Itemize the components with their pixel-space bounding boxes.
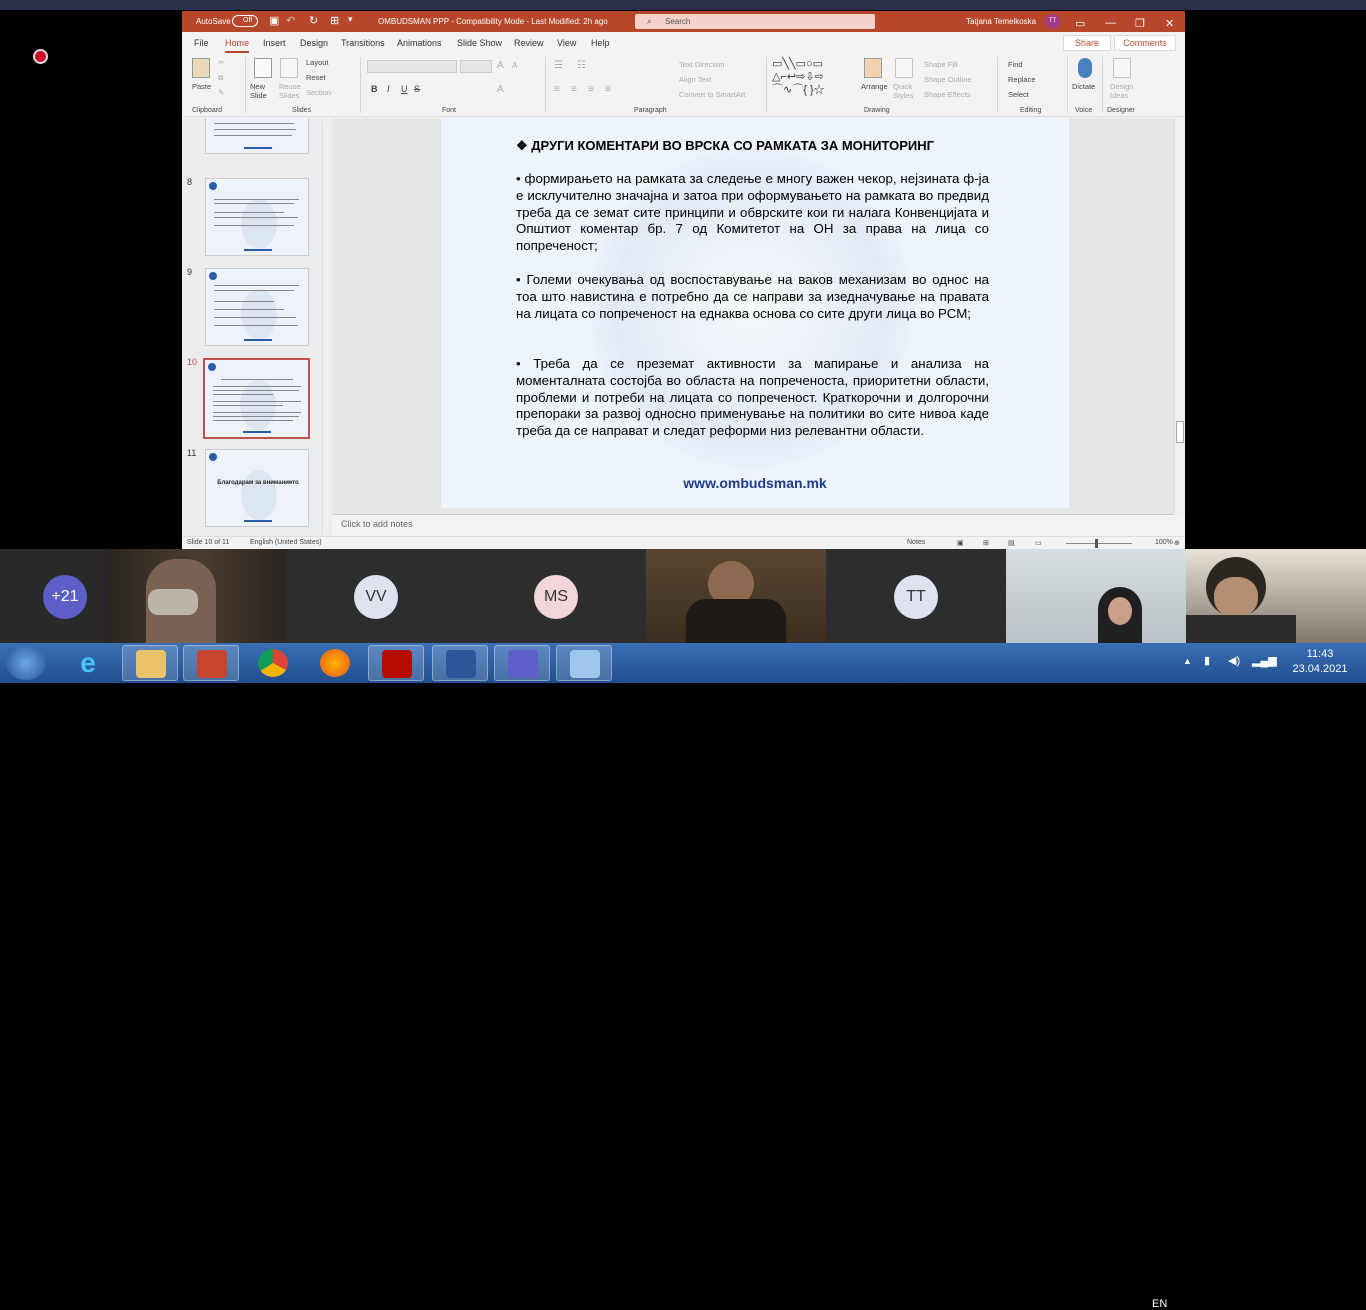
italic-button[interactable]: I xyxy=(387,84,390,94)
tab-insert[interactable]: Insert xyxy=(263,38,286,48)
share-button[interactable] xyxy=(1063,35,1111,51)
avatar[interactable]: TT xyxy=(1045,14,1060,29)
slide-counter: Slide 10 of 11 xyxy=(187,539,230,546)
tab-design[interactable]: Design xyxy=(300,38,329,48)
bullet-paragraph-2: • Големи очекувања од воспоставување на ваков механизам во однос на тоа што навистина е потребно да се направи за изедначување на правата на лицата со попреченост на еднаква основа со сите други лица во РСМ; xyxy=(516,272,989,321)
participant-video[interactable] xyxy=(1006,549,1186,643)
slide-number: 8 xyxy=(187,177,193,187)
customize-icon[interactable]: ▾ xyxy=(348,14,353,24)
logo-icon xyxy=(209,182,217,190)
tab-file[interactable]: File xyxy=(194,38,209,48)
divider xyxy=(245,57,246,113)
text-line xyxy=(213,405,283,406)
text-line xyxy=(214,129,296,130)
font-name-box[interactable] xyxy=(367,60,457,73)
replace-button[interactable]: Replace xyxy=(1008,75,1036,84)
url-line xyxy=(243,431,271,433)
voice-group-label: Voice xyxy=(1075,107,1093,114)
comments-label: Comments xyxy=(1123,38,1167,48)
minimize-icon[interactable]: — xyxy=(1105,17,1116,29)
design-ideas-label[interactable]: Design Ideas xyxy=(1110,82,1134,100)
slide-sorter-icon[interactable]: ⊞ xyxy=(983,540,989,547)
text-line xyxy=(213,394,273,395)
text-line xyxy=(221,379,293,380)
align-center-icon[interactable]: ≡ xyxy=(571,84,577,95)
text-line xyxy=(214,317,296,318)
slide-thumbnail[interactable] xyxy=(205,268,309,346)
editing-group-label: Editing xyxy=(1020,107,1042,114)
font-color-icon[interactable]: A xyxy=(497,84,504,95)
participant-face xyxy=(1214,577,1258,617)
acrobat-icon[interactable] xyxy=(368,645,424,681)
slide-thumbnail[interactable] xyxy=(205,178,309,256)
normal-view-icon[interactable]: ▣ xyxy=(957,540,964,547)
reuse-slides-icon[interactable] xyxy=(280,58,298,78)
autosave-toggle[interactable] xyxy=(232,15,258,27)
text-line xyxy=(214,301,274,302)
text-line xyxy=(214,217,298,218)
align-text-button[interactable]: Align Text xyxy=(679,75,712,84)
cut-icon[interactable]: ✂ xyxy=(218,58,225,67)
file-explorer-icon[interactable] xyxy=(122,645,178,681)
present-icon[interactable]: ⊞ xyxy=(330,15,340,27)
search-icon: ⌕ xyxy=(647,16,653,26)
slides-group-label: Slides xyxy=(292,107,312,114)
text-direction-button[interactable]: Text Direction xyxy=(679,60,725,69)
logo-icon xyxy=(209,453,217,461)
word-icon[interactable] xyxy=(432,645,488,681)
dictate-label[interactable]: Dictate xyxy=(1072,82,1096,91)
underline-button[interactable]: U xyxy=(401,84,408,94)
new-slide-label[interactable]: New Slide xyxy=(250,82,267,100)
slideshow-icon[interactable]: ▭ xyxy=(1035,540,1042,547)
powerpoint-window xyxy=(182,11,1185,549)
text-line xyxy=(213,416,299,417)
layout-button[interactable]: Layout xyxy=(306,58,329,67)
copy-icon[interactable]: ⧉ xyxy=(218,73,224,82)
numbering-icon[interactable]: ☷ xyxy=(577,60,586,71)
format-painter-icon[interactable]: ✎ xyxy=(218,88,225,97)
participant-video[interactable] xyxy=(646,549,826,643)
participant-tile[interactable] xyxy=(0,549,106,643)
undo-icon[interactable]: ↶ xyxy=(286,15,296,27)
search-placeholder: Search xyxy=(665,17,691,26)
divider xyxy=(766,57,767,113)
paragraph-group-label: Paragraph xyxy=(634,107,667,114)
text-line xyxy=(214,309,284,310)
tab-home[interactable]: Home xyxy=(225,38,249,53)
text-line xyxy=(213,412,301,413)
logo-icon xyxy=(208,363,216,371)
divider xyxy=(1067,57,1068,113)
teams-icon[interactable] xyxy=(494,645,550,681)
paint-icon[interactable] xyxy=(556,645,612,681)
reuse-slides-label[interactable]: Reuse Slides xyxy=(279,82,301,100)
participant-video[interactable] xyxy=(106,549,286,643)
start-button-icon[interactable] xyxy=(6,646,46,680)
top-strip xyxy=(0,0,1366,10)
slide-thumbnail[interactable] xyxy=(205,449,309,527)
participant-face xyxy=(1108,597,1132,625)
slide[interactable] xyxy=(441,118,1069,508)
align-right-icon[interactable]: ≡ xyxy=(588,84,594,95)
zoom-level[interactable]: 100% xyxy=(1155,539,1173,546)
section-button[interactable]: Section xyxy=(306,88,332,97)
face-mask xyxy=(148,589,198,615)
save-icon[interactable]: ▣ xyxy=(269,15,280,27)
user-name: Tatjana Temelkoska xyxy=(966,17,1037,26)
text-line xyxy=(214,135,292,136)
text-line xyxy=(214,123,294,124)
ribbon-tabs xyxy=(182,32,1185,54)
quick-styles-label[interactable]: Quick Styles xyxy=(893,82,914,100)
clock-time: 11:43 xyxy=(1306,648,1334,660)
paste-icon[interactable] xyxy=(192,58,210,78)
text-line xyxy=(214,290,294,291)
tab-help[interactable]: Help xyxy=(591,38,610,48)
drawing-group-label: Drawing xyxy=(864,107,890,114)
text-line xyxy=(213,401,301,402)
quick-styles-icon[interactable] xyxy=(895,58,913,78)
watermark xyxy=(241,289,277,339)
shrink-font-button[interactable]: A xyxy=(512,61,518,70)
tab-slide-show[interactable]: Slide Show xyxy=(457,38,503,48)
search-box[interactable] xyxy=(635,14,875,29)
text-line xyxy=(213,390,299,391)
arrange-icon[interactable] xyxy=(864,58,882,78)
chrome-icon[interactable] xyxy=(245,645,301,681)
participant-initials: MS xyxy=(534,575,578,619)
strikethrough-button[interactable]: S xyxy=(414,84,421,94)
justify-icon[interactable]: ≡ xyxy=(605,84,611,95)
thumbnail-scrollbar[interactable] xyxy=(322,121,330,535)
watermark xyxy=(241,470,277,520)
autosave-label: AutoSave xyxy=(196,17,231,26)
notes-placeholder: Click to add notes xyxy=(341,519,413,529)
bullet-paragraph-3: • Треба да се преземат активности за мапирање и анализа на моменталната состојба во областа на попреченоста, приоритетни области, проблеми и потреби на лицата со попреченост. Краткорочни и долгорочни препораки за развој односно применување на политики во сите нивоа каде треба да се направат и следат реформи низ релевантни области. xyxy=(516,356,989,439)
grow-font-button[interactable]: A xyxy=(497,60,504,71)
text-line xyxy=(213,386,301,387)
arrange-label[interactable]: Arrange xyxy=(861,82,888,91)
participant-figure xyxy=(686,599,786,643)
fit-slide-icon[interactable]: ⊕ xyxy=(1174,540,1180,547)
divider xyxy=(997,57,998,113)
text-line xyxy=(214,212,284,213)
microphone-icon[interactable] xyxy=(1078,58,1092,78)
more-participants-badge[interactable]: +21 xyxy=(43,575,87,619)
align-left-icon[interactable]: ≡ xyxy=(554,84,560,95)
slide-canvas xyxy=(332,118,1174,514)
designer-group-label: Designer xyxy=(1107,107,1136,114)
slide-scrollbar[interactable] xyxy=(1174,118,1185,514)
participant-figure xyxy=(1186,615,1296,643)
text-line xyxy=(214,199,299,200)
restore-icon[interactable]: ❐ xyxy=(1135,18,1145,30)
logo-icon xyxy=(209,272,217,280)
tab-review[interactable]: Review xyxy=(514,38,544,48)
shape-outline-button[interactable]: Shape Outline xyxy=(924,75,972,84)
notes-button[interactable]: Notes xyxy=(907,539,926,546)
divider xyxy=(1102,57,1103,113)
ribbon-display-icon[interactable]: ▭ xyxy=(1075,18,1086,30)
tab-transitions[interactable]: Transitions xyxy=(341,38,385,48)
close-icon[interactable]: ✕ xyxy=(1165,18,1175,30)
language-indicator[interactable]: EN xyxy=(1152,1298,1168,1310)
bullet-paragraph-1: • формирањето на рамката за следење е многу важен чекор, нејзината ф-ја е исклучително значајна и затоа при оформувањето на рамката во предвид треба да се земат сите принципи и обврските кои ги налага Конвенцијата и Општиот коментар бр. 7 од Комитетот на ОН за права на лица со попреченост; xyxy=(516,171,989,254)
network-icon[interactable]: ▂▄▆ xyxy=(1252,655,1277,667)
text-line xyxy=(214,285,299,286)
internet-explorer-icon[interactable]: e xyxy=(80,647,96,678)
show-hidden-icons-icon[interactable]: ▲ xyxy=(1183,656,1192,666)
notes-pane[interactable] xyxy=(332,514,1174,538)
font-group-label: Font xyxy=(442,107,457,114)
firefox-icon[interactable] xyxy=(307,645,363,681)
new-slide-icon[interactable] xyxy=(254,58,272,78)
autosave-state: Off xyxy=(243,17,253,24)
url-line xyxy=(244,520,272,522)
zoom-slider[interactable] xyxy=(1066,543,1132,544)
participant-video[interactable] xyxy=(1186,549,1366,643)
smartart-button[interactable]: Convert to SmartArt xyxy=(679,90,746,99)
presentation-app-icon[interactable] xyxy=(183,645,239,681)
slide-number: 11 xyxy=(187,448,197,458)
comments-button[interactable] xyxy=(1114,35,1176,51)
participant-tile[interactable] xyxy=(286,549,466,643)
slide-thumbnail-selected[interactable] xyxy=(203,358,310,439)
clipboard-group-label: Clipboard xyxy=(192,107,222,114)
video-strip xyxy=(0,549,1366,643)
ribbon xyxy=(182,54,1185,117)
participant-initials: VV xyxy=(354,575,398,619)
shape-fill-button[interactable]: Shape Fill xyxy=(924,60,958,69)
text-line xyxy=(214,225,294,226)
text-line xyxy=(213,420,293,421)
participant-tile[interactable] xyxy=(826,549,1006,643)
participant-tile[interactable] xyxy=(466,549,646,643)
slide-thumbnail[interactable] xyxy=(205,118,309,154)
divider xyxy=(545,57,546,113)
thumbnail-title: Благодарам за вниманието xyxy=(217,480,299,486)
design-ideas-icon[interactable] xyxy=(1113,58,1131,78)
watermark xyxy=(241,199,277,249)
participant-initials: TT xyxy=(894,575,938,619)
taskbar-clock[interactable] xyxy=(1280,647,1360,677)
bullets-icon[interactable]: ☰ xyxy=(554,60,563,71)
select-button[interactable]: Select xyxy=(1008,90,1029,99)
shapes-gallery[interactable]: ▭╲╲▭○▭ △⌐↩⇨⇩⇨ ⌒∿⌒{ }☆ xyxy=(772,58,825,96)
tab-animations[interactable]: Animations xyxy=(397,38,442,48)
title-bar xyxy=(182,11,1185,32)
slide-heading: ❖ ДРУГИ КОМЕНТАРИ ВО ВРСКА СО РАМКАТА ЗА МОНИТОРИНГ xyxy=(516,138,935,153)
text-line xyxy=(214,203,294,204)
battery-icon[interactable]: ▮ xyxy=(1204,655,1211,667)
language-indicator[interactable]: English (United States) xyxy=(250,539,322,546)
url-line xyxy=(244,339,272,341)
scrollbar-thumb[interactable] xyxy=(1176,421,1184,443)
bold-button[interactable]: B xyxy=(371,84,378,94)
clock-date: 23.04.2021 xyxy=(1292,663,1348,675)
text-line xyxy=(214,325,298,326)
document-title: OMBUDSMAN PPP - Compatibility Mode - Last Modified: 2h ago xyxy=(378,17,608,26)
record-indicator xyxy=(33,49,48,64)
slide-number: 10 xyxy=(187,357,198,367)
zoom-slider-thumb[interactable] xyxy=(1095,539,1098,548)
shape-effects-button[interactable]: Shape Effects xyxy=(924,90,971,99)
divider xyxy=(360,57,361,113)
tab-view[interactable]: View xyxy=(557,38,577,48)
url-line xyxy=(244,147,272,149)
status-bar xyxy=(182,536,1185,549)
reset-button[interactable]: Reset xyxy=(306,73,326,82)
url-line xyxy=(244,249,272,251)
redo-icon[interactable]: ↻ xyxy=(309,15,319,27)
font-size-box[interactable] xyxy=(460,60,492,73)
slide-number: 9 xyxy=(187,267,193,277)
slide-thumbnail-pane xyxy=(182,118,332,538)
taskbar xyxy=(0,643,1366,1310)
reading-view-icon[interactable]: ▤ xyxy=(1008,540,1015,547)
website-url: www.ombudsman.mk xyxy=(683,475,827,491)
find-button[interactable]: Find xyxy=(1008,60,1023,69)
volume-icon[interactable]: ◀) xyxy=(1228,655,1241,667)
paste-label[interactable]: Paste xyxy=(192,82,212,91)
share-label: Share xyxy=(1074,38,1100,48)
